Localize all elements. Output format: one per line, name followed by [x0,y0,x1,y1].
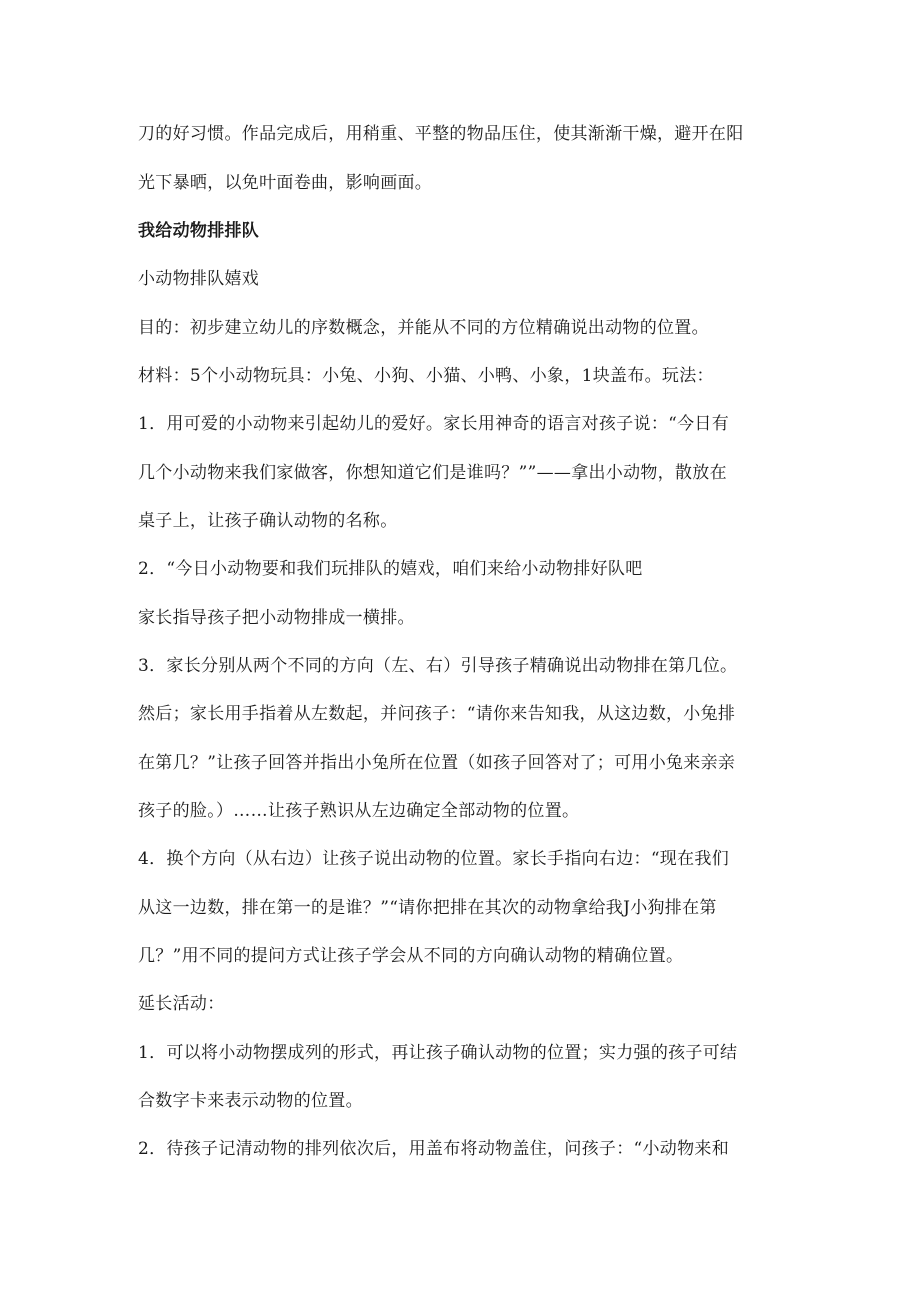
list-item-line: 3．家长分别从两个不同的方向（左、右）引导孩子精确说出动物排在第几位。 [138,656,738,676]
list-item-line: 2．“今日小动物要和我们玩排队的嬉戏，咱们来给小动物排好队吧 [138,559,643,579]
paragraph-line: 光下暴晒，以免叶面卷曲，影响画面。 [138,173,433,193]
list-item-line: 几个小动物来我们家做客，你想知道它们是谁吗？””——拿出小动物，散放在 [138,463,727,483]
list-item-line: 4．换个方向（从右边）让孩子说出动物的位置。家长手指向右边：“现在我们 [138,849,730,869]
list-item-line: 在第几？”让孩子回答并指出小兔所在位置（如孩子回答对了；可用小兔来亲亲 [138,753,736,773]
section-heading: 我给动物排排队 [138,221,260,241]
list-item-line: 几？”用不同的提问方式让孩子学会从不同的方向确认动物的精确位置。 [138,946,684,966]
paragraph-line: 材料：5个小动物玩具：小兔、小狗、小猫、小鸭、小象，1块盖布。玩法： [138,366,714,386]
subsection-heading: 延长活动： [138,994,225,1014]
list-item-line: 然后；家长用手指着从左数起，并问孩子：“请你来告知我，从这边数，小兔排 [138,704,736,724]
list-item-line: 1．用可爱的小动物来引起幼儿的爱好。家长用神奇的语言对孩子说：“今日有 [138,414,730,434]
activity-title: 小动物排队嬉戏 [138,269,260,289]
list-item-line: 孩子的脸。）……让孩子熟识从左边确定全部动物的位置。 [138,801,580,821]
list-item-line: 2．待孩子记清动物的排列依次后，用盖布将动物盖住，问孩子：“小动物来和 [138,1139,730,1159]
list-item-line: 桌子上，让孩子确认动物的名称。 [138,511,398,531]
paragraph-line: 目的：初步建立幼儿的序数概念，并能从不同的方位精确说出动物的位置。 [138,318,709,338]
list-item-line: 合数字卡来表示动物的位置。 [138,1091,363,1111]
paragraph-line: 刀的好习惯。作品完成后，用稍重、平整的物品压住，使其渐渐干燥，避开在阳 [138,124,744,144]
paragraph-line: 家长指导孩子把小动物排成一横排。 [138,608,415,628]
list-item-line: 从这一边数，排在第一的是谁？”“请你把排在其次的动物拿给我J小狗排在第 [138,898,717,918]
list-item-line: 1．可以将小动物摆成列的形式，再让孩子确认动物的位置；实力强的孩子可结 [138,1043,738,1063]
